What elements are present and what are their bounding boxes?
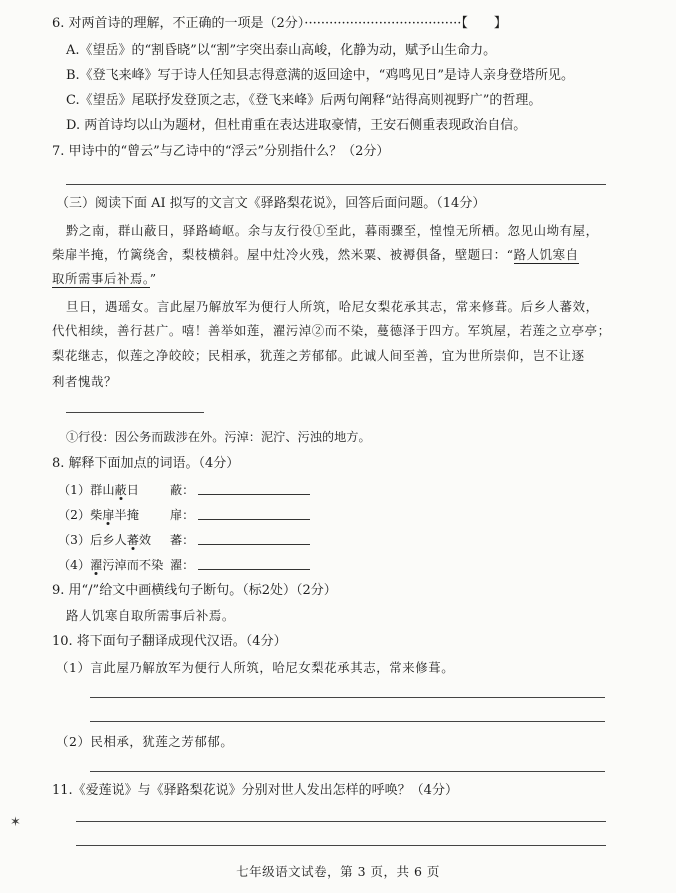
q10-2-answer-line[interactable] (90, 771, 605, 772)
q10-stem: 10. 将下面句子翻译成现代汉语。（4分） (52, 634, 287, 649)
passage-p1-line3: 取所需事后补焉。” (52, 271, 157, 286)
q8-item-3: （3）后乡人蕃效 (58, 533, 152, 547)
q8-item-4: （4）濯污淖而不染 (58, 558, 164, 572)
q8-item-1: （1）群山蔽日 (58, 483, 139, 497)
margin-mark: ✶ (10, 815, 21, 830)
q8-item-2: （2）柴扉半掩 (58, 508, 139, 522)
q6-option-d: D. 两首诗均以山为题材，但杜甫重在表达进取豪情，王安石侧重表现政治自信。 (66, 118, 527, 133)
underlined-sentence-part1: 路人饥寒自 (513, 247, 579, 262)
q10-sentence-1: （1）言此屋乃解放军为便行人所筑，哈尼女梨花承其志，常来修葺。 (56, 660, 455, 675)
passage-p2-line4: 利者愧哉？ (52, 374, 117, 389)
q9-sentence[interactable]: 路人饥寒自取所需事后补焉。 (66, 608, 235, 623)
q10-sentence-2: （2）民相承，犹莲之芳郁郁。 (56, 734, 234, 749)
q11-answer-line-2[interactable] (76, 845, 606, 846)
q6-stem: 6. 对两首诗的理解，不正确的一项是（2分）······································【 】 (52, 16, 507, 31)
underlined-sentence-part2: 取所需事后补焉。 (52, 271, 150, 286)
dotted-char-zhuo: 濯 (90, 558, 103, 572)
dotted-char-fei: 扉 (102, 508, 115, 522)
q9-stem: 9. 用“/”给文中画横线句子断句。（标2处）（2分） (52, 583, 337, 598)
page-footer: 七年级语文试卷，第 3 页，共 6 页 (236, 864, 440, 879)
passage-p2-line3: 梨花继志，似莲之净皎皎；民相承，犹莲之芳郁郁。此诚人间至善，宜为世所崇仰，岂不让逐 (52, 348, 585, 363)
passage-p1-line1: 黔之南，群山蔽日，驿路崎岖。余与友行役①至此，暮雨骤至，惶惶无所栖。忽见山坳有屋， (66, 223, 599, 238)
passage-p1-line2: 柴扉半掩，竹篱绕舍，梨枝横斜。屋中灶冷火残，然米粟、被褥俱备，壁题曰：“路人饥寒自 (52, 247, 579, 262)
section3-heading: （三）阅读下面 AI 拟写的文言文《驿路梨花说》，回答后面问题。（14分） (56, 196, 486, 211)
q7-answer-line[interactable] (66, 184, 606, 185)
q8-item-3-answer[interactable]: 蕃： (170, 531, 310, 549)
notes: ①行役：因公务而跋涉在外。污淖：泥泞、污浊的地方。 (66, 430, 371, 444)
q8-item-2-answer[interactable]: 扉： (170, 506, 310, 524)
q6-option-b: B.《登飞来峰》写于诗人任知县志得意满的返回途中，“鸡鸣见日”是诗人亲身登塔所见。 (66, 68, 574, 83)
q8-item-4-answer[interactable]: 濯： (170, 556, 310, 574)
notes-separator (66, 412, 204, 413)
q11-answer-line-1[interactable] (76, 821, 606, 822)
q7-stem: 7. 甲诗中的“曾云”与乙诗中的“浮云”分别指什么？（2分） (52, 144, 390, 159)
dotted-char-bi: 蔽 (114, 483, 127, 497)
q8-stem: 8. 解释下面加点的词语。（4分） (52, 456, 240, 471)
q10-1-answer-line-1[interactable] (90, 697, 605, 698)
passage-p2-line2: 代代相续，善行甚广。嘻！善举如莲，濯污淖②而不染，蔓德泽于四方。军筑屋，若莲之立亭亭； (52, 323, 611, 338)
q6-option-a: A.《望岳》的“割昏晓”以“割”字突出泰山高峻，化静为动，赋予山生命力。 (66, 43, 497, 58)
passage-p2-line1: 旦日，遇瑶女。言此屋乃解放军为便行人所筑，哈尼女梨花承其志，常来修葺。后乡人蕃效， (66, 299, 599, 314)
dotted-char-fan: 蕃 (126, 533, 139, 547)
q11-stem: 11.《爱莲说》与《驿路梨花说》分别对世人发出怎样的呼唤？（4分） (52, 783, 458, 798)
q6-option-c: C.《望岳》尾联抒发登顶之志，《登飞来峰》后两句阐释“站得高则视野广”的哲理。 (66, 93, 542, 108)
q10-1-answer-line-2[interactable] (90, 721, 605, 722)
q8-item-1-answer[interactable]: 蔽： (170, 481, 310, 499)
